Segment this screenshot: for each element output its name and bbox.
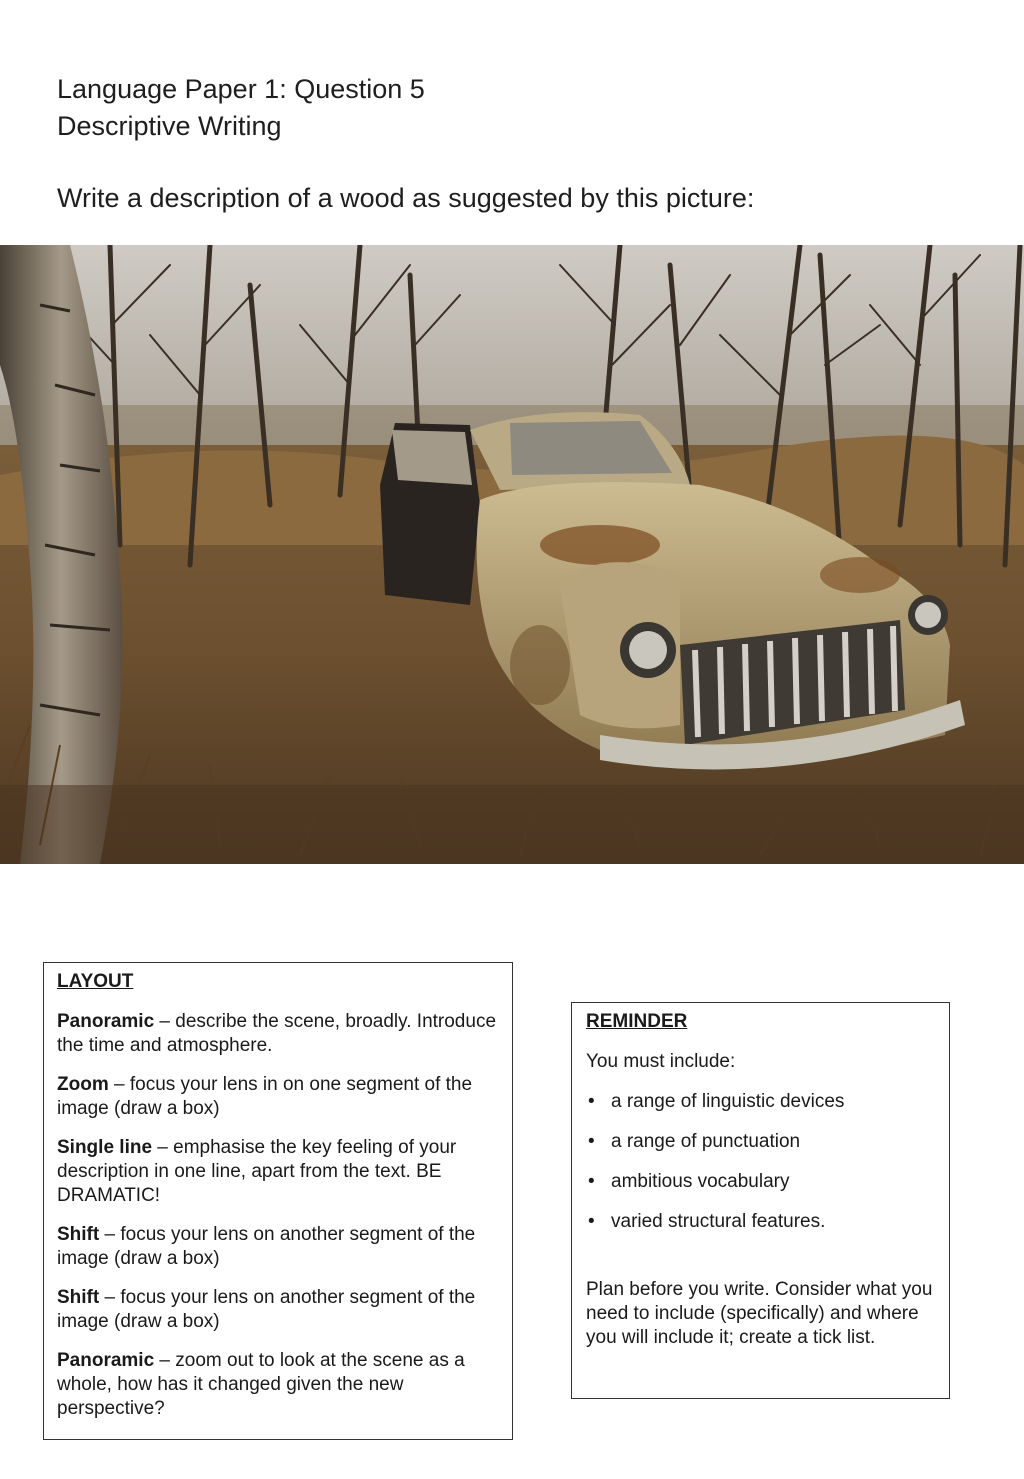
reminder-bullet-text: varied structural features. bbox=[611, 1211, 826, 1232]
reminder-bullet-text: a range of punctuation bbox=[611, 1131, 801, 1152]
page-title: Language Paper 1: Question 5 bbox=[57, 74, 425, 104]
reminder-bullet-item bbox=[586, 1170, 935, 1194]
layout-item bbox=[57, 1010, 499, 1058]
layout-item-term: Shift bbox=[57, 1224, 100, 1245]
layout-item-text: – focus your lens on another segment of the image (draw a box) bbox=[57, 1287, 476, 1332]
layout-title: LAYOUT bbox=[57, 971, 134, 992]
layout-item-text: – emphasise the key feeling of your description in one line, apart from the text. BE DRAMATIC! bbox=[57, 1137, 457, 1206]
writing-prompt: Write a description of a wood as suggested by this picture: bbox=[57, 183, 755, 213]
layout-item-term: Panoramic bbox=[57, 1350, 155, 1371]
reminder-bullet-item bbox=[586, 1090, 935, 1114]
layout-item bbox=[57, 1223, 499, 1271]
layout-item-text: – zoom out to look at the scene as a whole, how has it changed given the new perspective? bbox=[57, 1350, 465, 1419]
layout-item-text: – focus your lens on another segment of the image (draw a box) bbox=[57, 1224, 476, 1269]
layout-item-text: – describe the scene, broadly. Introduce the time and atmosphere. bbox=[57, 1011, 497, 1056]
reminder-bullet-item bbox=[586, 1130, 935, 1154]
bullet-icon: • bbox=[588, 1171, 595, 1192]
reminder-bullet-item bbox=[586, 1210, 935, 1234]
layout-item bbox=[57, 1136, 499, 1208]
reminder-bullet-text: a range of linguistic devices bbox=[611, 1091, 845, 1112]
layout-item-text: – focus your lens in on one segment of the image (draw a box) bbox=[57, 1074, 473, 1119]
reminder-box bbox=[571, 1002, 950, 1399]
reminder-title: REMINDER bbox=[586, 1011, 688, 1032]
layout-box bbox=[43, 962, 513, 1440]
reminder-bullet-text: ambitious vocabulary bbox=[611, 1171, 790, 1192]
reminder-plan-text: Plan before you write. Consider what you need to include (specifically) and where you will include it; create a tick list. bbox=[586, 1279, 933, 1348]
layout-item-term: Single line bbox=[57, 1137, 153, 1158]
bullet-icon: • bbox=[588, 1091, 595, 1112]
layout-item bbox=[57, 1349, 499, 1421]
layout-item bbox=[57, 1073, 499, 1121]
layout-item-term: Zoom bbox=[57, 1074, 109, 1095]
reminder-bullet-list bbox=[586, 1090, 935, 1234]
bullet-icon: • bbox=[588, 1211, 595, 1232]
bullet-icon: • bbox=[588, 1131, 595, 1152]
layout-item-term: Shift bbox=[57, 1287, 100, 1308]
layout-item-term: Panoramic bbox=[57, 1011, 155, 1032]
abandoned-car-photo bbox=[0, 245, 1024, 864]
layout-item bbox=[57, 1286, 499, 1334]
reminder-intro: You must include: bbox=[586, 1051, 736, 1072]
page-subtitle: Descriptive Writing bbox=[57, 111, 282, 141]
